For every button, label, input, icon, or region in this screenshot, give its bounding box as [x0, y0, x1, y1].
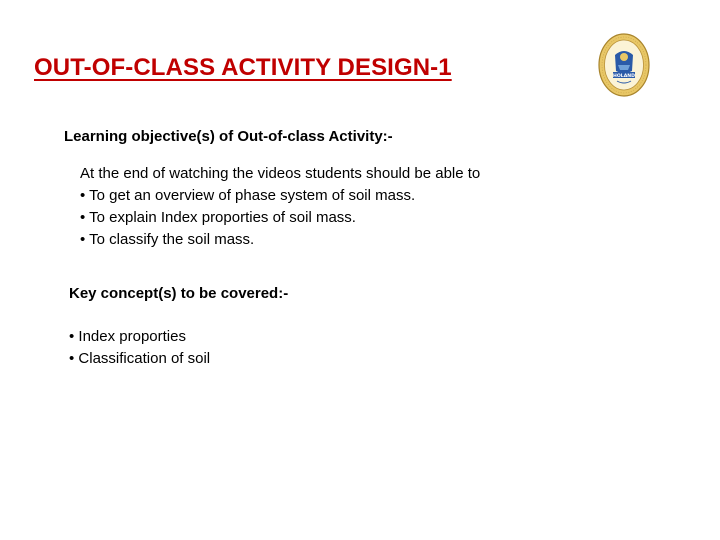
- objectives-intro: At the end of watching the videos students should be able to: [80, 165, 481, 182]
- slide-title: OUT-OF-CLASS ACTIVITY DESIGN-1: [34, 54, 452, 81]
- objective-item: • To get an overview of phase system of soil mass.: [80, 187, 416, 204]
- key-concepts-list: [69, 326, 210, 370]
- objective-item: • To classify the soil mass.: [80, 231, 255, 248]
- concept-item: • Classification of soil: [69, 350, 211, 367]
- objective-item: • To explain Index proporties of soil mass.: [80, 209, 356, 226]
- university-seal-icon: [598, 33, 650, 97]
- learning-objectives-list: [80, 163, 480, 251]
- key-concepts-heading: Key concept(s) to be covered:-: [69, 285, 289, 302]
- logo-text: HOLAND: [613, 73, 635, 79]
- learning-objectives-heading: Learning objective(s) of Out-of-class Activity:-: [64, 128, 393, 145]
- concept-item: • Index proporties: [69, 328, 186, 345]
